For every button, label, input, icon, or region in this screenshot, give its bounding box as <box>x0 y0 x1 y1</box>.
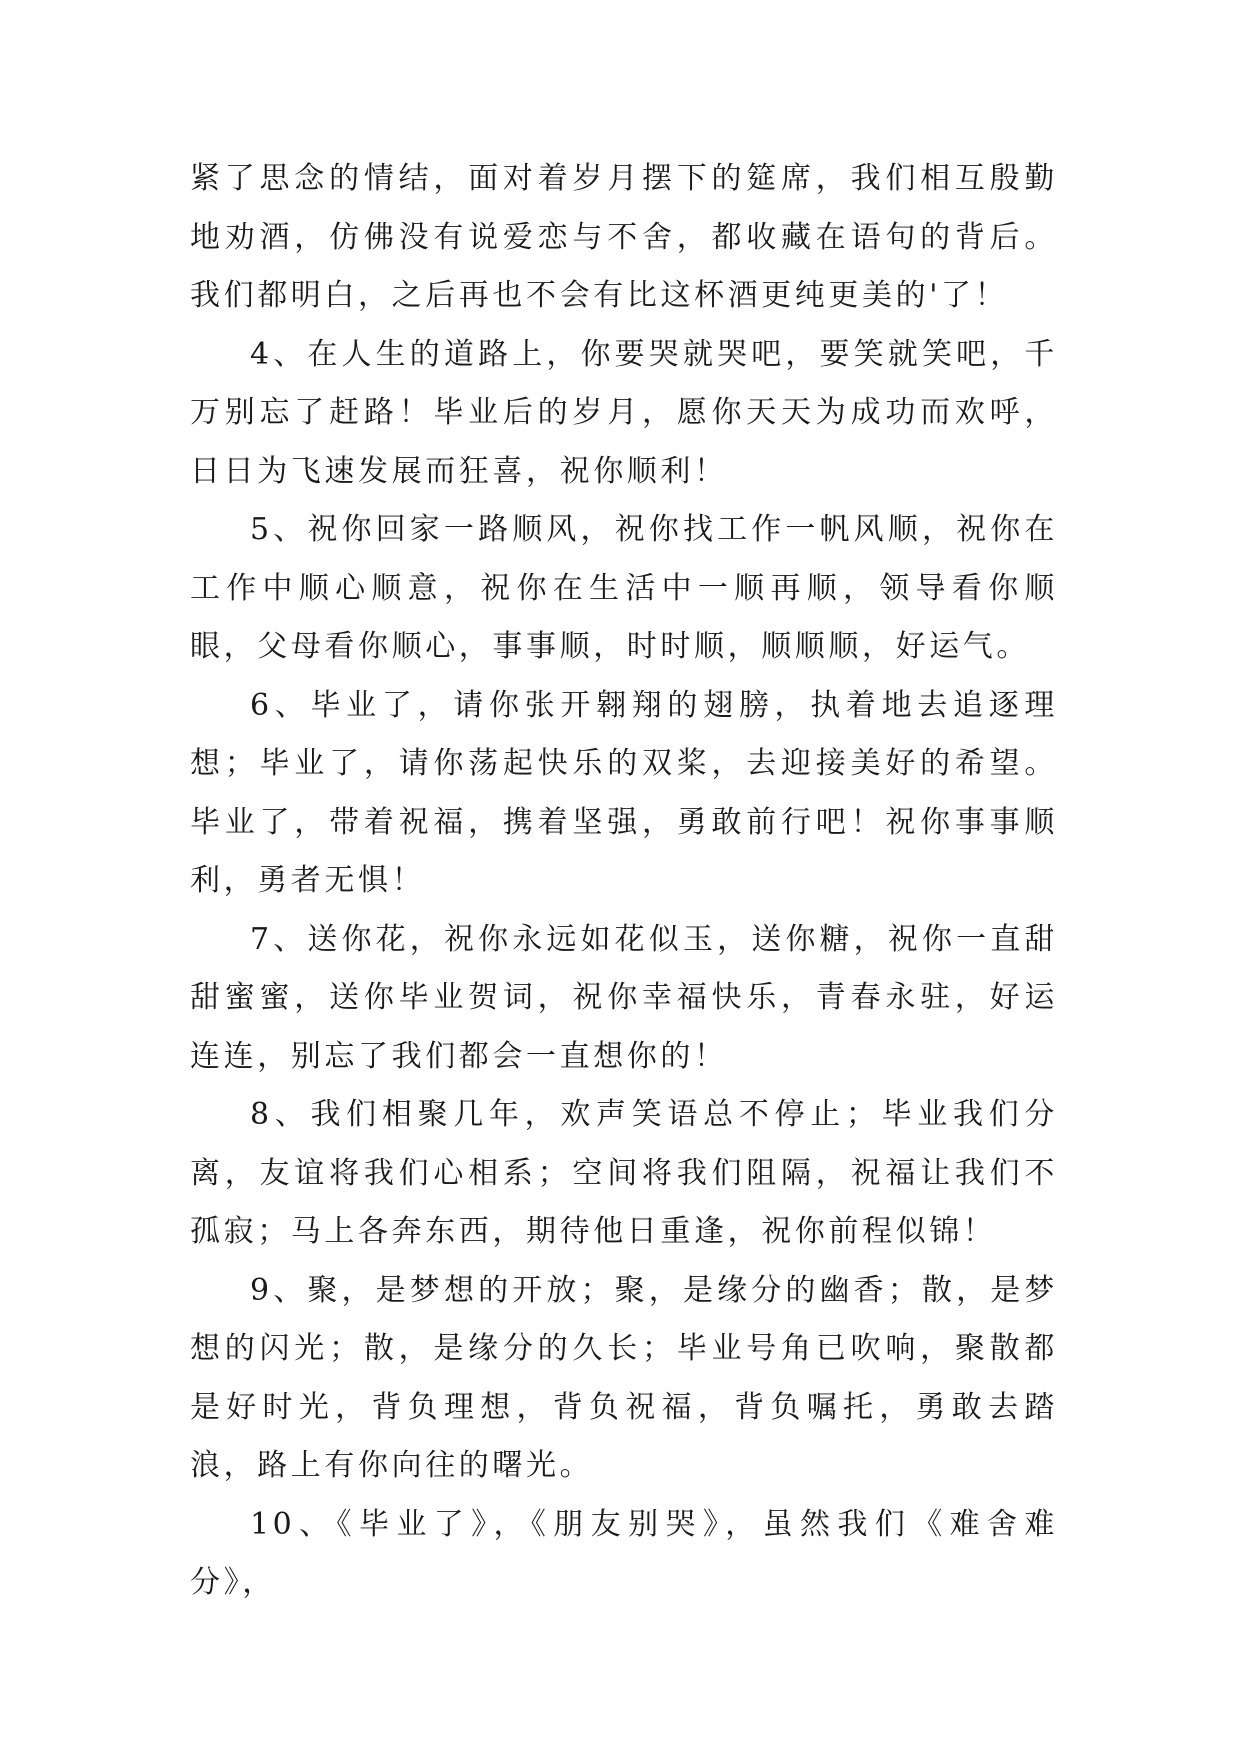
paragraph-continuation: 紧了思念的情结，面对着岁月摆下的筵席，我们相互殷勤地劝酒，仿佛没有说爱恋与不舍，都收藏在语句的背后。我们都明白，之后再也不会有比这杯酒更纯更美的'了！ <box>190 161 1058 313</box>
paragraph-wish-5: 5、祝你回家一路顺风，祝你找工作一帆风顺，祝你在工作中顺心顺意，祝你在生活中一顺再顺，领导看你顺眼，父母看你顺心，事事顺，时时顺，顺顺顺，好运气。 <box>190 512 1058 664</box>
paragraph-wish-4: 4、在人生的道路上，你要哭就哭吧，要笑就笑吧，千万别忘了赶路！毕业后的岁月，愿你天天为成功而欢呼，日日为飞速发展而狂喜，祝你顺利！ <box>190 336 1058 489</box>
body-text <box>190 150 1058 1613</box>
paragraph-wish-6: 6、毕业了，请你张开翱翔的翅膀，执着地去追逐理想；毕业了，请你荡起快乐的双桨，去迎接美好的希望。毕业了，带着祝福，携着坚强，勇敢前行吧！祝你事事顺利，勇者无惧！ <box>190 687 1058 898</box>
paragraph-wish-10: 10、《毕业了》，《朋友别哭》，虽然我们《难舍难分》， <box>190 1506 1058 1600</box>
paragraph-wish-8: 8、我们相聚几年，欢声笑语总不停止；毕业我们分离，友谊将我们心相系；空间将我们阻隔，祝福让我们不孤寂；马上各奔东西，期待他日重逢，祝你前程似锦！ <box>190 1097 1058 1249</box>
paragraph-wish-7: 7、送你花，祝你永远如花似玉，送你糖，祝你一直甜甜蜜蜜，送你毕业贺词，祝你幸福快乐，青春永驻，好运连连，别忘了我们都会一直想你的！ <box>190 921 1058 1074</box>
paragraph-wish-9: 9、聚，是梦想的开放；聚，是缘分的幽香；散，是梦想的闪光；散，是缘分的久长；毕业号角已吹响，聚散都是好时光，背负理想，背负祝福，背负嘱托，勇敢去踏浪，路上有你向往的曙光。 <box>190 1272 1058 1483</box>
